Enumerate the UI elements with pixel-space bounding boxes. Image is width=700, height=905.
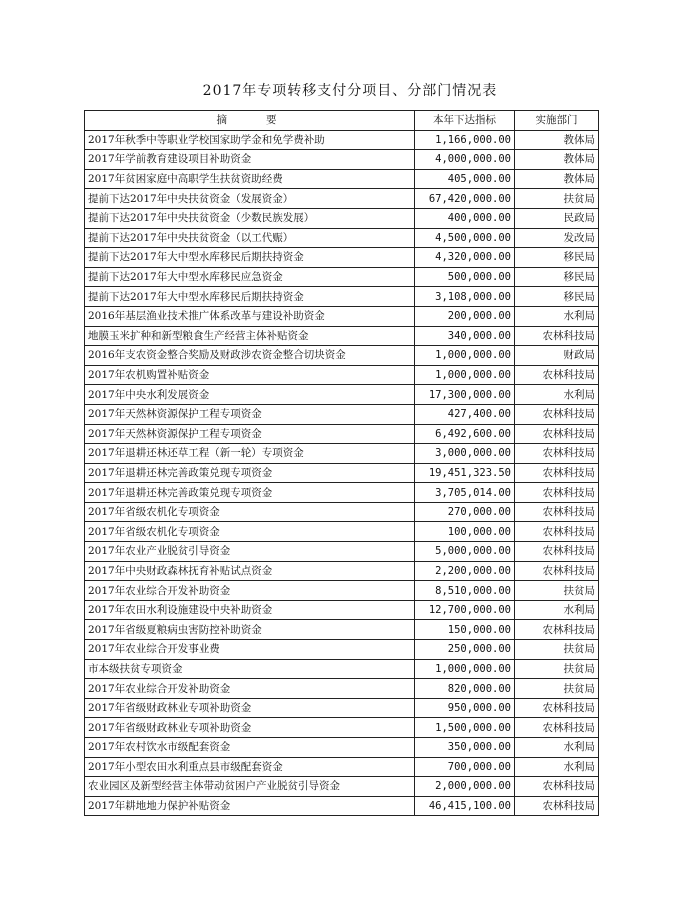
table-row	[85, 267, 599, 287]
row-desc: 2017年小型农田水利重点县市级配套资金	[85, 757, 415, 777]
table-row	[85, 679, 599, 699]
table-row	[85, 757, 599, 777]
row-amount: 4,000,000.00	[415, 150, 515, 170]
row-dept: 水利局	[515, 600, 599, 620]
table-row	[85, 346, 599, 366]
row-desc: 2017年退耕还林完善政策兑现专项资金	[85, 483, 415, 503]
table-row	[85, 385, 599, 405]
row-amount: 200,000.00	[415, 306, 515, 326]
table-row	[85, 796, 599, 816]
row-amount: 1,500,000.00	[415, 718, 515, 738]
row-amount: 700,000.00	[415, 757, 515, 777]
row-dept: 农林科技局	[515, 483, 599, 503]
row-dept: 发改局	[515, 228, 599, 248]
row-dept: 扶贫局	[515, 659, 599, 679]
row-dept: 农林科技局	[515, 424, 599, 444]
table-row	[85, 287, 599, 307]
table-row	[85, 640, 599, 660]
row-dept: 农林科技局	[515, 620, 599, 640]
row-amount: 3,108,000.00	[415, 287, 515, 307]
row-desc: 2017年省级农机化专项资金	[85, 522, 415, 542]
row-amount: 350,000.00	[415, 738, 515, 758]
table-row	[85, 542, 599, 562]
row-amount: 400,000.00	[415, 208, 515, 228]
row-amount: 1,000,000.00	[415, 346, 515, 366]
row-amount: 19,451,323.50	[415, 463, 515, 483]
row-dept: 扶贫局	[515, 189, 599, 209]
row-desc: 2017年贫困家庭中高职学生扶贫资助经费	[85, 169, 415, 189]
row-desc: 2016年支农资金整合奖励及财政涉农资金整合切块资金	[85, 346, 415, 366]
table-row	[85, 698, 599, 718]
row-amount: 4,500,000.00	[415, 228, 515, 248]
row-amount: 17,300,000.00	[415, 385, 515, 405]
row-desc: 2017年退耕还林还草工程（新一轮）专项资金	[85, 444, 415, 464]
row-amount: 3,000,000.00	[415, 444, 515, 464]
row-dept: 水利局	[515, 306, 599, 326]
row-desc: 2017年中央水利发展资金	[85, 385, 415, 405]
row-amount: 150,000.00	[415, 620, 515, 640]
table-row	[85, 248, 599, 268]
row-amount: 250,000.00	[415, 640, 515, 660]
table-row	[85, 502, 599, 522]
row-dept: 教体局	[515, 169, 599, 189]
row-dept: 农林科技局	[515, 796, 599, 816]
row-desc: 2017年省级农机化专项资金	[85, 502, 415, 522]
row-amount: 2,000,000.00	[415, 777, 515, 797]
row-dept: 农林科技局	[515, 542, 599, 562]
row-desc: 2017年农田水利设施建设中央补助资金	[85, 600, 415, 620]
table-row	[85, 777, 599, 797]
table-row	[85, 169, 599, 189]
row-dept: 农林科技局	[515, 561, 599, 581]
row-desc: 2017年学前教育建设项目补助资金	[85, 150, 415, 170]
row-amount: 4,320,000.00	[415, 248, 515, 268]
table-row	[85, 130, 599, 150]
row-dept: 教体局	[515, 150, 599, 170]
row-amount: 2,200,000.00	[415, 561, 515, 581]
table-row	[85, 738, 599, 758]
row-dept: 农林科技局	[515, 326, 599, 346]
row-desc: 2017年中央财政森林抚育补贴试点资金	[85, 561, 415, 581]
row-amount: 500,000.00	[415, 267, 515, 287]
row-dept: 农林科技局	[515, 718, 599, 738]
row-dept: 扶贫局	[515, 679, 599, 699]
row-amount: 46,415,100.00	[415, 796, 515, 816]
row-amount: 1,000,000.00	[415, 365, 515, 385]
table-row	[85, 718, 599, 738]
table-row	[85, 189, 599, 209]
row-amount: 270,000.00	[415, 502, 515, 522]
table-row	[85, 444, 599, 464]
table-row	[85, 522, 599, 542]
row-dept: 农林科技局	[515, 698, 599, 718]
table-row	[85, 424, 599, 444]
row-dept: 民政局	[515, 208, 599, 228]
row-desc: 2017年农业综合开发补助资金	[85, 679, 415, 699]
table-row	[85, 228, 599, 248]
row-amount: 950,000.00	[415, 698, 515, 718]
table-row	[85, 581, 599, 601]
row-desc: 2017年农村饮水市级配套资金	[85, 738, 415, 758]
row-amount: 6,492,600.00	[415, 424, 515, 444]
row-amount: 427,400.00	[415, 404, 515, 424]
row-dept: 扶贫局	[515, 581, 599, 601]
row-desc: 市本级扶贫专项资金	[85, 659, 415, 679]
row-desc: 提前下达2017年中央扶贫资金（发展资金）	[85, 189, 415, 209]
row-dept: 移民局	[515, 287, 599, 307]
page-title: 2017年专项转移支付分项目、分部门情况表	[202, 83, 498, 99]
row-dept: 农林科技局	[515, 522, 599, 542]
row-desc: 2017年耕地地力保护补贴资金	[85, 796, 415, 816]
row-dept: 水利局	[515, 385, 599, 405]
row-desc: 提前下达2017年大中型水库移民后期扶持资金	[85, 287, 415, 307]
header-desc: 摘 要	[85, 111, 415, 131]
row-amount: 5,000,000.00	[415, 542, 515, 562]
row-desc: 2017年天然林资源保护工程专项资金	[85, 404, 415, 424]
row-amount: 1,166,000.00	[415, 130, 515, 150]
row-amount: 820,000.00	[415, 679, 515, 699]
table-row	[85, 483, 599, 503]
row-dept: 移民局	[515, 248, 599, 268]
table-row	[85, 600, 599, 620]
table-row	[85, 326, 599, 346]
table-row	[85, 561, 599, 581]
row-desc: 2017年省级财政林业专项补助资金	[85, 698, 415, 718]
row-dept: 水利局	[515, 738, 599, 758]
row-dept: 农林科技局	[515, 444, 599, 464]
row-amount: 1,000,000.00	[415, 659, 515, 679]
header-dept: 实施部门	[515, 111, 599, 131]
table-row	[85, 150, 599, 170]
row-dept: 教体局	[515, 130, 599, 150]
header-amount: 本年下达指标	[415, 111, 515, 131]
row-dept: 水利局	[515, 757, 599, 777]
row-amount: 8,510,000.00	[415, 581, 515, 601]
row-amount: 3,705,014.00	[415, 483, 515, 503]
row-dept: 农林科技局	[515, 502, 599, 522]
row-dept: 农林科技局	[515, 777, 599, 797]
row-dept: 农林科技局	[515, 365, 599, 385]
table-header-row	[85, 111, 599, 131]
row-amount: 12,700,000.00	[415, 600, 515, 620]
row-desc: 2017年省级财政林业专项补助资金	[85, 718, 415, 738]
row-desc: 2017年农业综合开发事业费	[85, 640, 415, 660]
row-desc: 提前下达2017年中央扶贫资金（少数民族发展）	[85, 208, 415, 228]
row-desc: 提前下达2017年大中型水库移民后期扶持资金	[85, 248, 415, 268]
row-desc: 2017年省级夏粮病虫害防控补助资金	[85, 620, 415, 640]
row-desc: 提前下达2017年中央扶贫资金（以工代赈）	[85, 228, 415, 248]
row-desc: 2017年农业综合开发补助资金	[85, 581, 415, 601]
row-desc: 地膜玉米扩种和新型粮食生产经营主体补贴资金	[85, 326, 415, 346]
row-amount: 100,000.00	[415, 522, 515, 542]
row-dept: 移民局	[515, 267, 599, 287]
row-dept: 扶贫局	[515, 640, 599, 660]
table-row	[85, 365, 599, 385]
row-dept: 财政局	[515, 346, 599, 366]
row-desc: 2017年天然林资源保护工程专项资金	[85, 424, 415, 444]
row-amount: 67,420,000.00	[415, 189, 515, 209]
row-dept: 农林科技局	[515, 463, 599, 483]
row-desc: 2017年退耕还林完善政策兑现专项资金	[85, 463, 415, 483]
table-body	[85, 130, 599, 816]
table-row	[85, 620, 599, 640]
row-amount: 340,000.00	[415, 326, 515, 346]
table-row	[85, 659, 599, 679]
allocation-table	[84, 110, 599, 816]
row-dept: 农林科技局	[515, 404, 599, 424]
row-desc: 2016年基层渔业技术推广体系改革与建设补助资金	[85, 306, 415, 326]
row-desc: 2017年农业产业脱贫引导资金	[85, 542, 415, 562]
row-amount: 405,000.00	[415, 169, 515, 189]
row-desc: 2017年秋季中等职业学校国家助学金和免学费补助	[85, 130, 415, 150]
table-row	[85, 306, 599, 326]
row-desc: 2017年农机购置补贴资金	[85, 365, 415, 385]
row-desc: 提前下达2017年大中型水库移民应急资金	[85, 267, 415, 287]
table-row	[85, 404, 599, 424]
table-row	[85, 208, 599, 228]
table-row	[85, 463, 599, 483]
row-desc: 农业园区及新型经营主体带动贫困户产业脱贫引导资金	[85, 777, 415, 797]
